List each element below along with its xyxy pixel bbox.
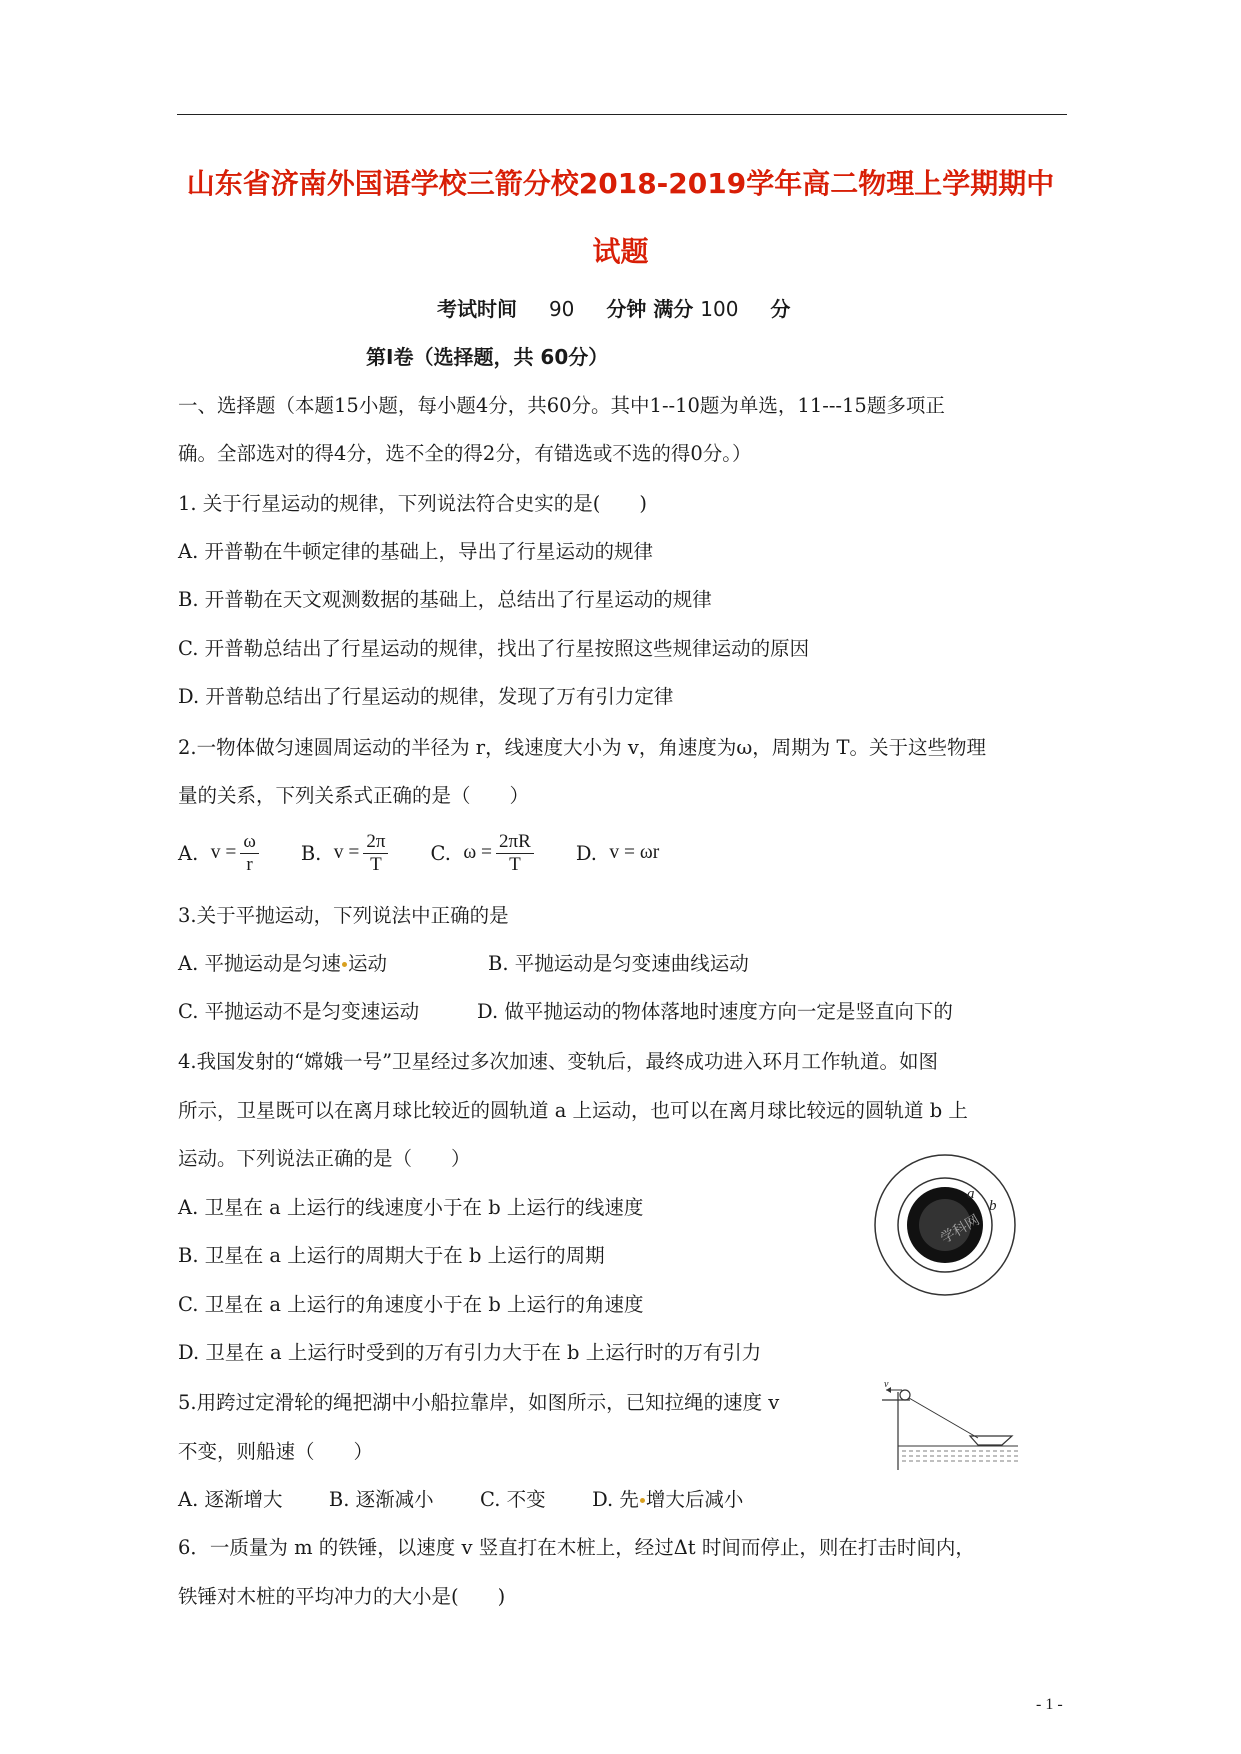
watermark-text: 学科网: [938, 1212, 983, 1248]
q5-pulley-figure: [880, 1380, 1020, 1472]
mark-dot: [640, 1498, 645, 1503]
q2-c-fraction: [496, 831, 534, 876]
q2-b-fraction: [363, 831, 388, 876]
q6-stem-line-1: 6．一质量为 m 的铁锤，以速度 v 竖直打在木桩上，经过Δt 时间而停止，则在打击时间内，: [178, 1536, 975, 1559]
q3-option-a: [178, 948, 387, 976]
q2-option-b: [301, 831, 393, 876]
page-number: - 1 -: [1036, 1696, 1063, 1713]
velocity-label: v: [884, 1380, 889, 1390]
q1-option-d: D. 开普勒总结出了行星运动的规律，发现了万有引力定律: [178, 685, 674, 708]
q2-option-a: [178, 831, 263, 876]
header-rule: [177, 114, 1067, 115]
q4-option-d: D. 卫星在 a 上运行时受到的万有引力大于在 b 上运行时的万有引力: [178, 1341, 762, 1364]
q2-a-fraction: [240, 831, 259, 876]
orbit-label-a: a: [967, 1186, 975, 1202]
q5-option-d-part2: 增大后减小: [645, 1488, 744, 1511]
q4-stem-line-1: 4.我国发射的“嫦娥一号”卫星经过多次加速、变轨后，最终成功进入环月工作轨道。如图: [178, 1050, 939, 1073]
q5-stem-line-1: 5.用跨过定滑轮的绳把湖中小船拉靠岸，如图所示，已知拉绳的速度 v: [178, 1391, 780, 1414]
q3-option-d: D. 做平抛运动的物体落地时速度方向一定是竖直向下的: [477, 1000, 953, 1023]
q2-a-lhs: v =: [210, 842, 237, 863]
orbit-label-b: b: [989, 1198, 997, 1214]
q2-c-denominator: T: [509, 853, 521, 875]
q5-option-c: C. 不变: [480, 1488, 546, 1511]
document-title-line1: 山东省济南外国语学校三箭分校2018-2019学年高二物理上学期期中: [186, 167, 1055, 200]
time-unit: 分钟: [606, 297, 647, 321]
q5-option-a: A. 逐渐增大: [178, 1488, 283, 1511]
q3-option-a-part1: A. 平抛运动是匀速: [178, 952, 341, 975]
instructions-line-1: 一、选择题（本题15小题，每小题4分，共60分。其中1--10题为单选，11---15题多项正: [178, 394, 945, 417]
exam-info: [437, 293, 790, 322]
q1-stem: 1. 关于行星运动的规律，下列说法符合史实的是( ): [178, 492, 648, 515]
q4-option-c: C. 卫星在 a 上运行的角速度小于在 b 上运行的角速度: [178, 1293, 644, 1316]
q2-d-formula: v = ωr: [609, 842, 660, 863]
section-title: 第Ⅰ卷（选择题，共 60分）: [366, 345, 609, 369]
q2-c-lhs: ω =: [463, 842, 493, 863]
instructions-line-2: 确。全部选对的得4分，选不全的得2分，有错选或不选的得0分。）: [178, 442, 752, 465]
q2-b-label: B.: [300, 841, 322, 865]
pulley-icon: [900, 1390, 910, 1400]
time-label: 考试时间: [437, 297, 517, 321]
q2-a-numerator: ω: [240, 831, 259, 854]
q3-option-a-part2: 运动: [347, 952, 387, 975]
mark-dot: [342, 962, 347, 967]
q2-option-c: [430, 831, 537, 876]
q5-options: [178, 1484, 743, 1512]
q4-option-b: B. 卫星在 a 上运行的周期大于在 b 上运行的周期: [178, 1244, 605, 1267]
q4-orbit-figure: [870, 1150, 1020, 1300]
q5-stem-line-2: 不变，则船速（ ）: [178, 1440, 374, 1463]
q2-b-numerator: 2π: [363, 831, 388, 854]
q4-stem-line-3: 运动。下列说法正确的是（ ）: [178, 1147, 471, 1170]
q2-a-label: A.: [178, 841, 199, 865]
q3-option-c: C. 平抛运动不是匀变速运动: [178, 1000, 420, 1023]
score-unit: 分: [770, 297, 791, 321]
q3-option-b: B. 平抛运动是匀变速曲线运动: [488, 952, 749, 975]
rope: [909, 1398, 978, 1438]
q2-a-denominator: r: [246, 853, 253, 875]
time-value: 90: [548, 297, 575, 321]
q2-b-denominator: T: [370, 853, 382, 875]
q1-option-c: C. 开普勒总结出了行星运动的规律，找出了行星按照这些规律运动的原因: [178, 637, 810, 660]
q2-options: [178, 823, 659, 883]
document-title-line2: 试题: [592, 235, 649, 268]
q2-b-lhs: v =: [333, 842, 360, 863]
q2-d-label: D.: [575, 841, 597, 865]
q1-option-a: A. 开普勒在牛顿定律的基础上，导出了行星运动的规律: [178, 540, 653, 563]
q2-stem-line-1: 2.一物体做匀速圆周运动的半径为 r，线速度大小为 v，角速度为ω，周期为 T。关于这些物理: [178, 736, 986, 759]
score-label: 满分: [653, 297, 694, 321]
q3-stem: 3.关于平抛运动，下列说法中正确的是: [178, 904, 509, 927]
q2-stem-line-2: 量的关系，下列关系式正确的是（ ）: [178, 784, 530, 807]
q2-option-d: [576, 842, 659, 865]
q1-option-b: B. 开普勒在天文观测数据的基础上，总结出了行星运动的规律: [178, 588, 712, 611]
q6-stem-line-2: 铁锤对木桩的平均冲力的大小是( ): [178, 1585, 506, 1608]
q2-c-numerator: 2πR: [496, 831, 534, 854]
q2-c-label: C.: [430, 841, 451, 865]
q4-stem-line-2: 所示，卫星既可以在离月球比较近的圆轨道 a 上运动，也可以在离月球比较远的圆轨道 b 上: [178, 1099, 968, 1122]
q5-option-b: B. 逐渐减小: [328, 1488, 434, 1511]
q4-option-a: A. 卫星在 a 上运行的线速度小于在 b 上运行的线速度: [178, 1196, 644, 1219]
score-value: 100: [700, 297, 739, 321]
q5-option-d-part1: D. 先: [592, 1488, 639, 1511]
